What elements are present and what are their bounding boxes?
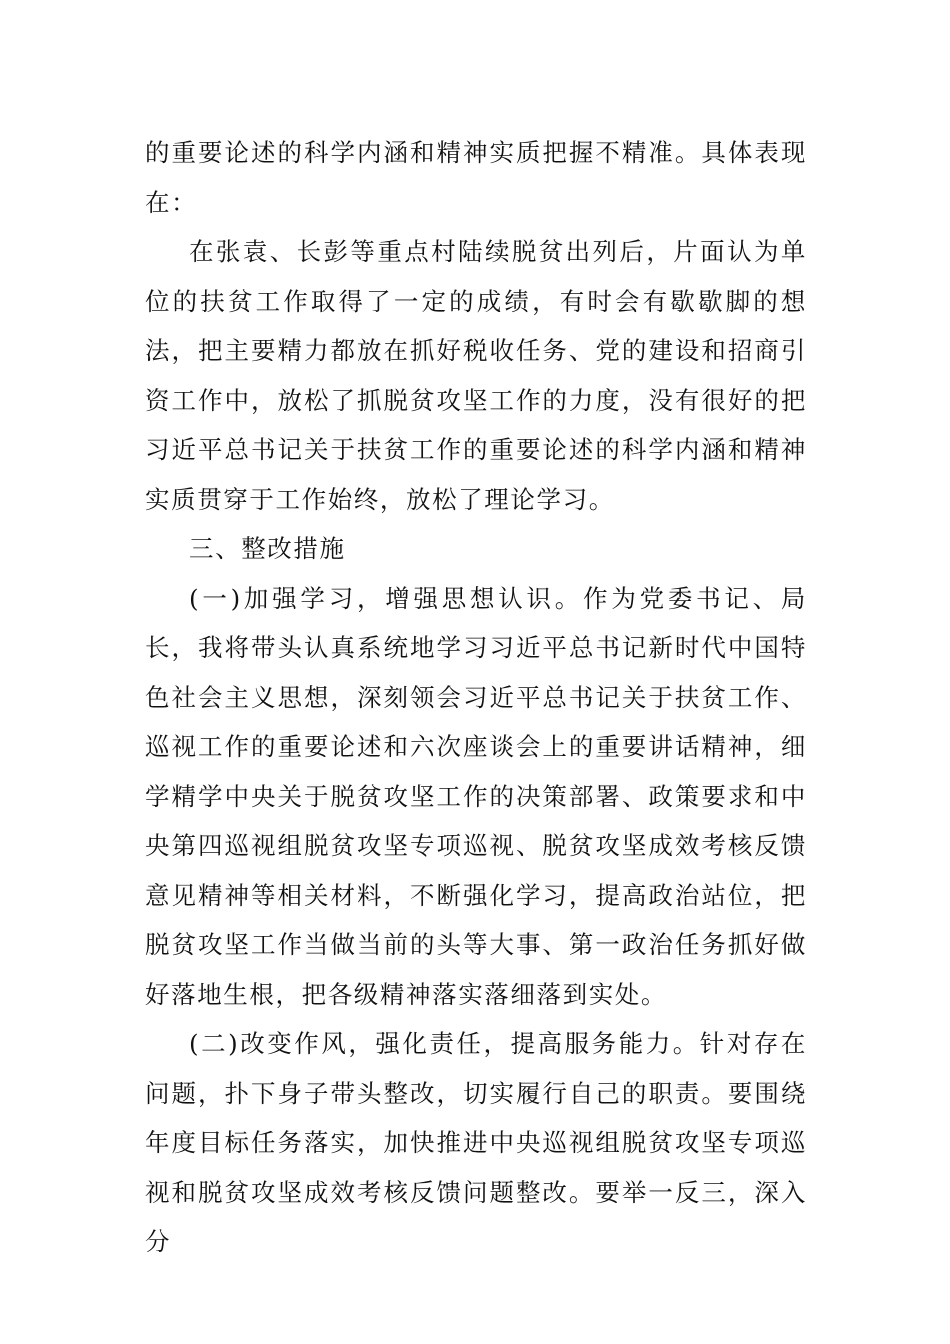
section-heading-rectification-measures: 三、整改措施 — [189, 534, 346, 563]
paragraph-problem-description: 在张袁、长彭等重点村陆续脱贫出列后，片面认为单位的扶贫工作取得了一定的成绩，有时会有歇歇脚的想法，把主要精力都放在抓好税收任务、党的建设和招商引资工作中，放松了抓脱贫攻坚工作的力度，没有很好的把习近平总书记关于扶贫工作的重要论述的科学内涵和精神实质贯穿于工作始终，放松了理论学习。 — [145, 237, 807, 514]
paragraph-intro-continuation: 的重要论述的科学内涵和精神实质把握不精准。具体表现在： — [145, 138, 807, 217]
paragraph-measure-two: (二)改变作风，强化责任，提高服务能力。针对存在问题，扑下身子带头整改，切实履行自己的职责。要围绕年度目标任务落实，加快推进中央巡视组脱贫攻坚专项巡视和脱贫攻坚成效考核反馈问题整改。要举一反三，深入分 — [145, 1029, 807, 1256]
paragraph-measure-one: (一)加强学习，增强思想认识。作为党委书记、局长，我将带头认真系统地学习习近平总书记新时代中国特色社会主义思想，深刻领会习近平总书记关于扶贫工作、巡视工作的重要论述和六次座谈会上的重要讲话精神，细学精学中央关于脱贫攻坚工作的决策部署、政策要求和中央第四巡视组脱贫攻坚专项巡视、脱贫攻坚成效考核反馈意见精神等相关材料，不断强化学习，提高政治站位，把脱贫攻坚工作当做当前的头等大事、第一政治任务抓好做好落地生根，把各级精神落实落细落到实处。 — [145, 583, 807, 1009]
document-body — [145, 128, 807, 1267]
